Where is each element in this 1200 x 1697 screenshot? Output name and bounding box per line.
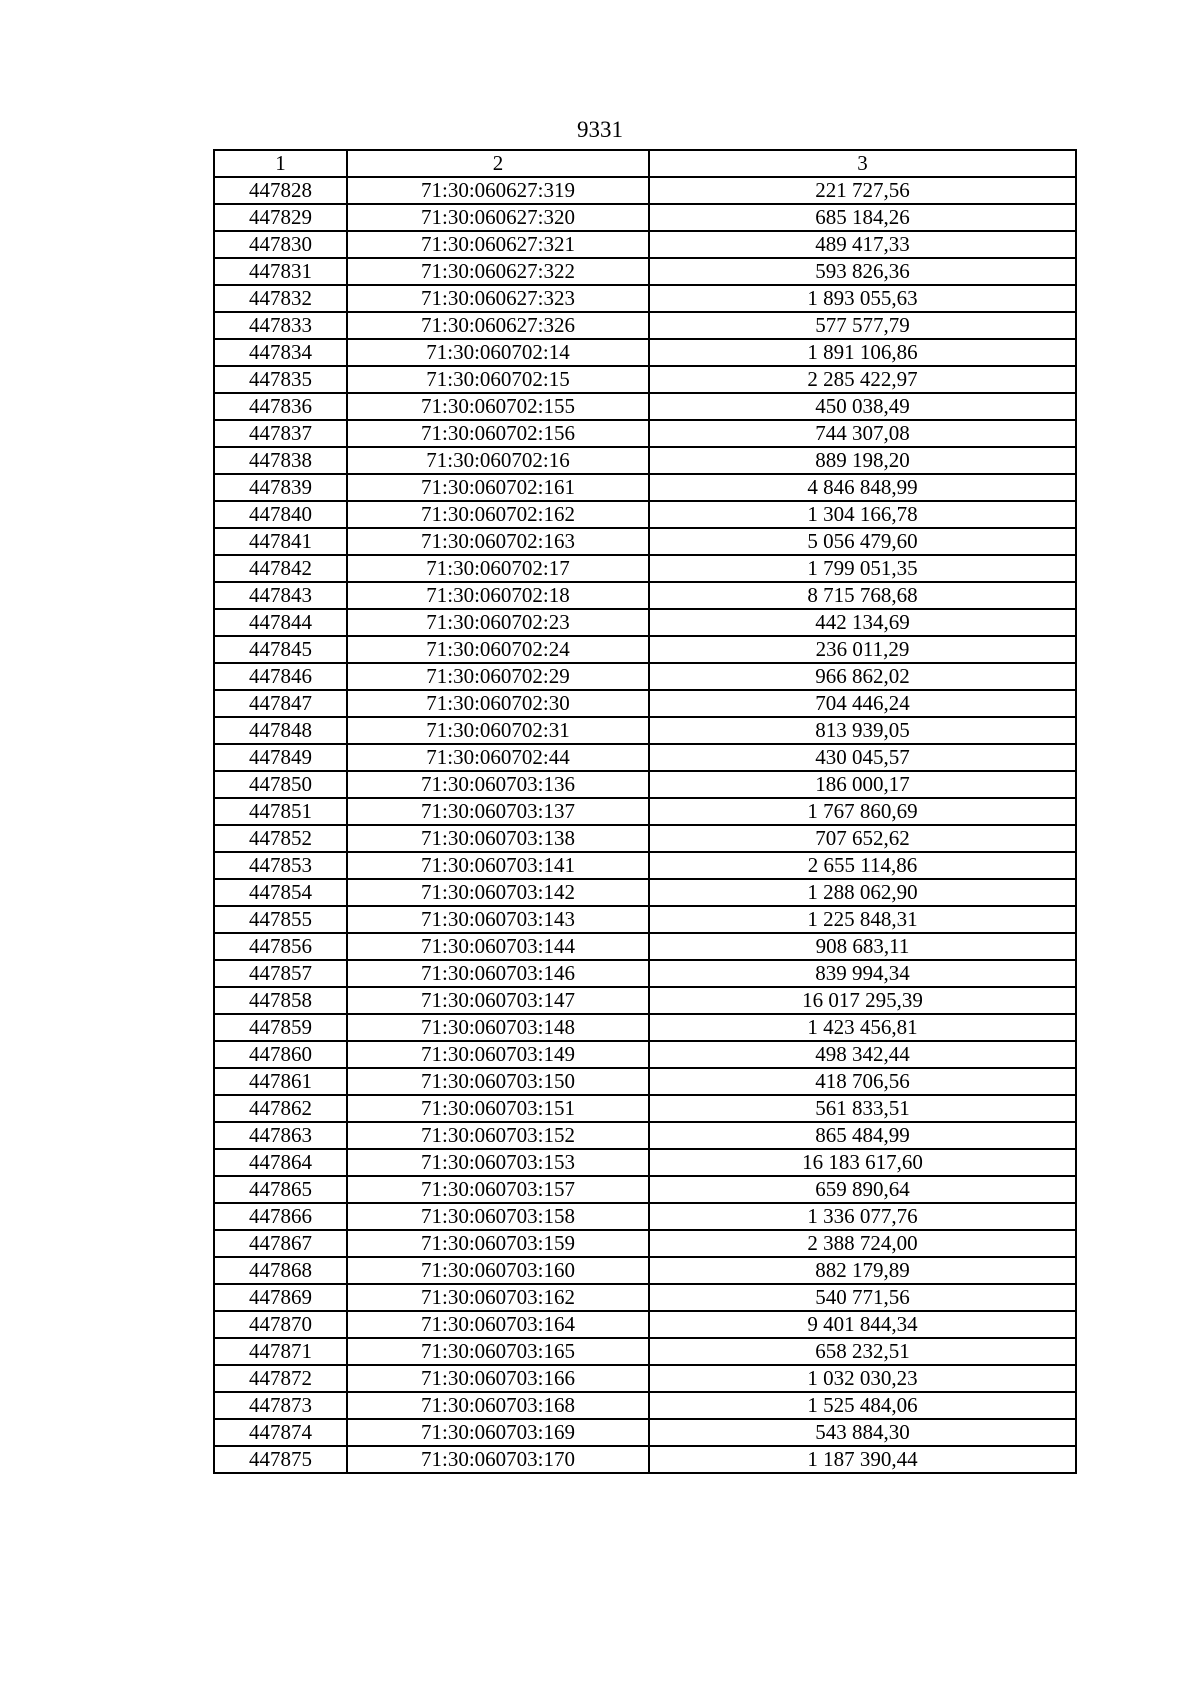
cadastral-number-cell: 71:30:060627:326 [347, 312, 649, 339]
value-cell: 8 715 768,68 [649, 582, 1076, 609]
row-number-cell: 447869 [214, 1284, 347, 1311]
table-row [214, 1365, 1076, 1392]
row-number-cell: 447868 [214, 1257, 347, 1284]
cadastral-number-cell: 71:30:060703:148 [347, 1014, 649, 1041]
table-row [214, 582, 1076, 609]
table-row [214, 717, 1076, 744]
row-number-cell: 447866 [214, 1203, 347, 1230]
cadastral-number-cell: 71:30:060703:149 [347, 1041, 649, 1068]
cadastral-number-cell: 71:30:060703:138 [347, 825, 649, 852]
cadastral-number-cell: 71:30:060703:166 [347, 1365, 649, 1392]
row-number-cell: 447850 [214, 771, 347, 798]
cadastral-number-cell: 71:30:060627:322 [347, 258, 649, 285]
value-cell: 5 056 479,60 [649, 528, 1076, 555]
value-cell: 882 179,89 [649, 1257, 1076, 1284]
row-number-cell: 447870 [214, 1311, 347, 1338]
value-cell: 865 484,99 [649, 1122, 1076, 1149]
table-row [214, 744, 1076, 771]
cadastral-number-cell: 71:30:060703:157 [347, 1176, 649, 1203]
value-cell: 658 232,51 [649, 1338, 1076, 1365]
value-cell: 1 336 077,76 [649, 1203, 1076, 1230]
row-number-cell: 447855 [214, 906, 347, 933]
table-row [214, 231, 1076, 258]
value-cell: 839 994,34 [649, 960, 1076, 987]
table-row [214, 393, 1076, 420]
row-number-cell: 447867 [214, 1230, 347, 1257]
row-number-cell: 447851 [214, 798, 347, 825]
table-row [214, 1392, 1076, 1419]
value-cell: 561 833,51 [649, 1095, 1076, 1122]
row-number-cell: 447828 [214, 177, 347, 204]
table-row [214, 1338, 1076, 1365]
row-number-cell: 447840 [214, 501, 347, 528]
value-cell: 1 032 030,23 [649, 1365, 1076, 1392]
cadastral-number-cell: 71:30:060702:17 [347, 555, 649, 582]
cadastral-number-cell: 71:30:060702:155 [347, 393, 649, 420]
table-row [214, 474, 1076, 501]
cadastral-number-cell: 71:30:060703:144 [347, 933, 649, 960]
cadastral-number-cell: 71:30:060703:170 [347, 1446, 649, 1473]
row-number-cell: 447843 [214, 582, 347, 609]
table-row [214, 1014, 1076, 1041]
cadastral-number-cell: 71:30:060703:162 [347, 1284, 649, 1311]
row-number-cell: 447872 [214, 1365, 347, 1392]
value-cell: 707 652,62 [649, 825, 1076, 852]
cadastral-number-cell: 71:30:060702:14 [347, 339, 649, 366]
row-number-cell: 447849 [214, 744, 347, 771]
value-cell: 685 184,26 [649, 204, 1076, 231]
row-number-cell: 447864 [214, 1149, 347, 1176]
value-cell: 966 862,02 [649, 663, 1076, 690]
cadastral-number-cell: 71:30:060702:44 [347, 744, 649, 771]
cadastral-number-cell: 71:30:060703:169 [347, 1419, 649, 1446]
cadastral-number-cell: 71:30:060702:23 [347, 609, 649, 636]
cadastral-number-cell: 71:30:060703:165 [347, 1338, 649, 1365]
row-number-cell: 447848 [214, 717, 347, 744]
row-number-cell: 447838 [214, 447, 347, 474]
row-number-cell: 447858 [214, 987, 347, 1014]
table-row [214, 1257, 1076, 1284]
cadastral-number-cell: 71:30:060702:30 [347, 690, 649, 717]
cadastral-number-cell: 71:30:060702:31 [347, 717, 649, 744]
value-cell: 418 706,56 [649, 1068, 1076, 1095]
row-number-cell: 447832 [214, 285, 347, 312]
table-row [214, 798, 1076, 825]
table-row [214, 771, 1076, 798]
value-cell: 1 893 055,63 [649, 285, 1076, 312]
table-row [214, 528, 1076, 555]
header-col-2: 2 [347, 150, 649, 177]
value-cell: 1 525 484,06 [649, 1392, 1076, 1419]
row-number-cell: 447865 [214, 1176, 347, 1203]
value-cell: 430 045,57 [649, 744, 1076, 771]
table-row [214, 204, 1076, 231]
row-number-cell: 447856 [214, 933, 347, 960]
row-number-cell: 447837 [214, 420, 347, 447]
table-row [214, 1149, 1076, 1176]
cadastral-number-cell: 71:30:060703:147 [347, 987, 649, 1014]
table-row [214, 447, 1076, 474]
value-cell: 489 417,33 [649, 231, 1076, 258]
row-number-cell: 447852 [214, 825, 347, 852]
value-cell: 577 577,79 [649, 312, 1076, 339]
cadastral-number-cell: 71:30:060703:137 [347, 798, 649, 825]
value-cell: 221 727,56 [649, 177, 1076, 204]
table-header [214, 150, 1076, 177]
table-row [214, 933, 1076, 960]
table-row [214, 1446, 1076, 1473]
cadastral-number-cell: 71:30:060703:168 [347, 1392, 649, 1419]
row-number-cell: 447833 [214, 312, 347, 339]
value-cell: 543 884,30 [649, 1419, 1076, 1446]
cadastral-number-cell: 71:30:060702:163 [347, 528, 649, 555]
table-row [214, 501, 1076, 528]
table-row [214, 312, 1076, 339]
table-row [214, 1122, 1076, 1149]
table-row [214, 420, 1076, 447]
row-number-cell: 447847 [214, 690, 347, 717]
row-number-cell: 447834 [214, 339, 347, 366]
value-cell: 659 890,64 [649, 1176, 1076, 1203]
cadastral-number-cell: 71:30:060627:320 [347, 204, 649, 231]
table-row [214, 906, 1076, 933]
row-number-cell: 447841 [214, 528, 347, 555]
row-number-cell: 447846 [214, 663, 347, 690]
header-col-3: 3 [649, 150, 1076, 177]
value-cell: 1 891 106,86 [649, 339, 1076, 366]
value-cell: 1 288 062,90 [649, 879, 1076, 906]
value-cell: 908 683,11 [649, 933, 1076, 960]
value-cell: 593 826,36 [649, 258, 1076, 285]
value-cell: 9 401 844,34 [649, 1311, 1076, 1338]
row-number-cell: 447845 [214, 636, 347, 663]
cadastral-number-cell: 71:30:060627:319 [347, 177, 649, 204]
value-cell: 1 767 860,69 [649, 798, 1076, 825]
value-cell: 236 011,29 [649, 636, 1076, 663]
row-number-cell: 447874 [214, 1419, 347, 1446]
cadastral-number-cell: 71:30:060702:16 [347, 447, 649, 474]
cadastral-number-cell: 71:30:060703:151 [347, 1095, 649, 1122]
row-number-cell: 447835 [214, 366, 347, 393]
value-cell: 704 446,24 [649, 690, 1076, 717]
row-number-cell: 447861 [214, 1068, 347, 1095]
cadastral-number-cell: 71:30:060702:161 [347, 474, 649, 501]
value-cell: 1 304 166,78 [649, 501, 1076, 528]
table-row [214, 852, 1076, 879]
cadastral-number-cell: 71:30:060702:162 [347, 501, 649, 528]
row-number-cell: 447873 [214, 1392, 347, 1419]
table-row [214, 1095, 1076, 1122]
row-number-cell: 447829 [214, 204, 347, 231]
table-header-row [214, 150, 1076, 177]
table-row [214, 555, 1076, 582]
value-cell: 2 655 114,86 [649, 852, 1076, 879]
row-number-cell: 447871 [214, 1338, 347, 1365]
cadastral-number-cell: 71:30:060703:150 [347, 1068, 649, 1095]
value-cell: 2 285 422,97 [649, 366, 1076, 393]
table-row [214, 1419, 1076, 1446]
value-cell: 4 846 848,99 [649, 474, 1076, 501]
value-cell: 1 187 390,44 [649, 1446, 1076, 1473]
cadastral-number-cell: 71:30:060702:24 [347, 636, 649, 663]
value-cell: 442 134,69 [649, 609, 1076, 636]
table-row [214, 1068, 1076, 1095]
table-row [214, 177, 1076, 204]
value-cell: 889 198,20 [649, 447, 1076, 474]
table-row [214, 1203, 1076, 1230]
cadastral-number-cell: 71:30:060703:158 [347, 1203, 649, 1230]
table-row [214, 636, 1076, 663]
table-row [214, 1284, 1076, 1311]
value-cell: 186 000,17 [649, 771, 1076, 798]
value-cell: 1 799 051,35 [649, 555, 1076, 582]
cadastral-number-cell: 71:30:060627:323 [347, 285, 649, 312]
row-number-cell: 447857 [214, 960, 347, 987]
table-row [214, 960, 1076, 987]
cadastral-number-cell: 71:30:060703:141 [347, 852, 649, 879]
cadastral-number-cell: 71:30:060627:321 [347, 231, 649, 258]
cadastral-number-cell: 71:30:060703:159 [347, 1230, 649, 1257]
cadastral-number-cell: 71:30:060703:146 [347, 960, 649, 987]
value-cell: 1 225 848,31 [649, 906, 1076, 933]
cadastral-number-cell: 71:30:060702:29 [347, 663, 649, 690]
row-number-cell: 447836 [214, 393, 347, 420]
row-number-cell: 447859 [214, 1014, 347, 1041]
data-table [213, 149, 1077, 1474]
table-row [214, 609, 1076, 636]
row-number-cell: 447831 [214, 258, 347, 285]
table-row [214, 879, 1076, 906]
cadastral-number-cell: 71:30:060703:142 [347, 879, 649, 906]
value-cell: 744 307,08 [649, 420, 1076, 447]
value-cell: 1 423 456,81 [649, 1014, 1076, 1041]
row-number-cell: 447875 [214, 1446, 347, 1473]
cadastral-number-cell: 71:30:060703:164 [347, 1311, 649, 1338]
cadastral-number-cell: 71:30:060703:153 [347, 1149, 649, 1176]
row-number-cell: 447863 [214, 1122, 347, 1149]
row-number-cell: 447854 [214, 879, 347, 906]
row-number-cell: 447839 [214, 474, 347, 501]
row-number-cell: 447862 [214, 1095, 347, 1122]
table-row [214, 663, 1076, 690]
table-body [214, 177, 1076, 1473]
table-row [214, 1311, 1076, 1338]
value-cell: 540 771,56 [649, 1284, 1076, 1311]
table-row [214, 285, 1076, 312]
cadastral-number-cell: 71:30:060702:18 [347, 582, 649, 609]
value-cell: 2 388 724,00 [649, 1230, 1076, 1257]
value-cell: 813 939,05 [649, 717, 1076, 744]
row-number-cell: 447830 [214, 231, 347, 258]
table-row [214, 1230, 1076, 1257]
cadastral-number-cell: 71:30:060702:156 [347, 420, 649, 447]
table-row [214, 987, 1076, 1014]
row-number-cell: 447844 [214, 609, 347, 636]
row-number-cell: 447842 [214, 555, 347, 582]
table-row [214, 825, 1076, 852]
page-number: 9331 [577, 117, 623, 142]
cadastral-number-cell: 71:30:060703:143 [347, 906, 649, 933]
table-row [214, 339, 1076, 366]
table-row [214, 258, 1076, 285]
row-number-cell: 447860 [214, 1041, 347, 1068]
row-number-cell: 447853 [214, 852, 347, 879]
table-row [214, 1176, 1076, 1203]
cadastral-number-cell: 71:30:060703:136 [347, 771, 649, 798]
header-col-1: 1 [214, 150, 347, 177]
value-cell: 16 183 617,60 [649, 1149, 1076, 1176]
cadastral-number-cell: 71:30:060703:152 [347, 1122, 649, 1149]
table-row [214, 366, 1076, 393]
table-row [214, 690, 1076, 717]
table-row [214, 1041, 1076, 1068]
cadastral-number-cell: 71:30:060703:160 [347, 1257, 649, 1284]
value-cell: 16 017 295,39 [649, 987, 1076, 1014]
value-cell: 450 038,49 [649, 393, 1076, 420]
value-cell: 498 342,44 [649, 1041, 1076, 1068]
cadastral-number-cell: 71:30:060702:15 [347, 366, 649, 393]
